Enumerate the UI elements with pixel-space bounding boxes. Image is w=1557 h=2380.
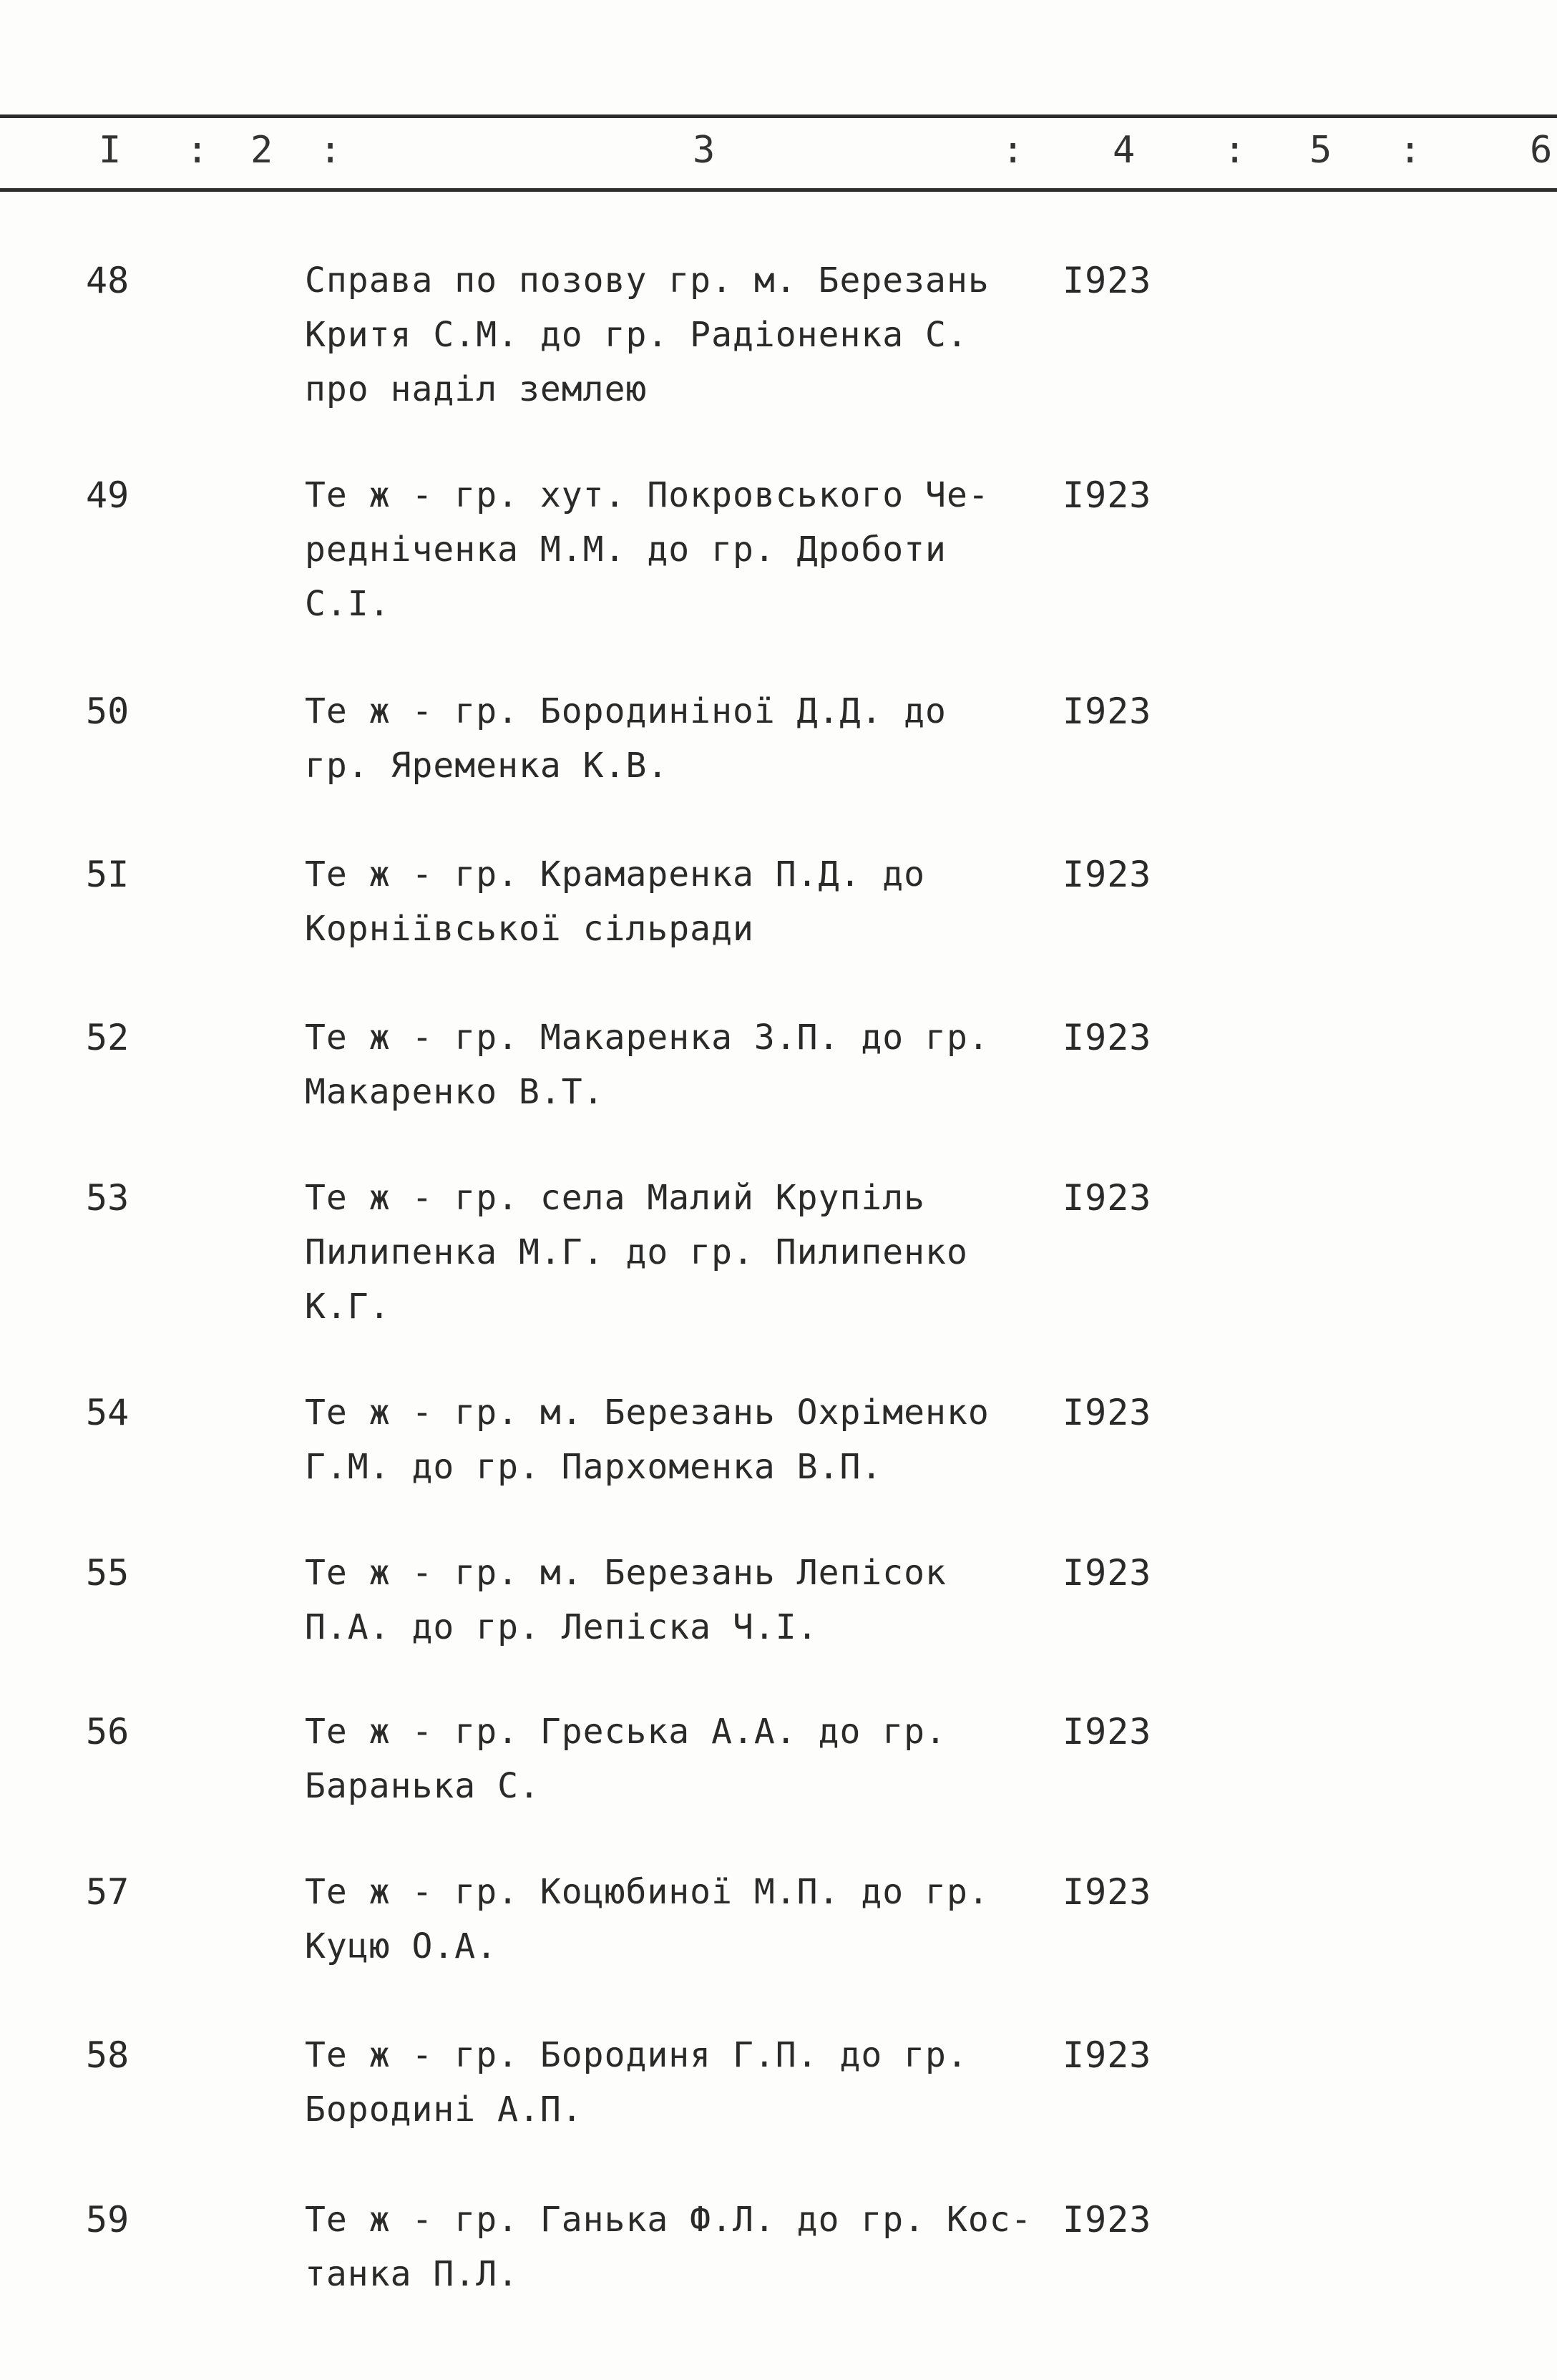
entry-number: 58: [86, 2034, 130, 2076]
entry-year: I923: [1063, 260, 1152, 301]
description-line: Те ж - гр. Бородиніної Д.Д. до: [305, 691, 947, 731]
description-line: Те ж - гр. Греська А.А. до гр.: [305, 1712, 947, 1752]
entry-year: I923: [1063, 1552, 1152, 1594]
description-line: гр. Яременка К.В.: [305, 746, 669, 786]
entry-description: [305, 1704, 1020, 1813]
column-separator: :: [186, 129, 209, 172]
column-header-5: 5: [1309, 129, 1332, 172]
description-line: редніченка М.М. до гр. Дроботи: [305, 530, 947, 570]
entry-description: [305, 2193, 1033, 2301]
entry-year: I923: [1063, 2199, 1152, 2240]
entry-year: I923: [1063, 1177, 1152, 1219]
entry-year: I923: [1063, 474, 1152, 516]
description-line: Те ж - гр. м. Березань Лепісок: [305, 1553, 947, 1593]
description-line: Те ж - гр. Крамаренка П.Д. до: [305, 854, 926, 894]
entry-description: [305, 253, 1020, 416]
entry-number: 49: [86, 474, 130, 516]
entry-number: 59: [86, 2199, 130, 2240]
description-line: Те ж - гр. Ганька Ф.Л. до гр. Кос-: [305, 2200, 1033, 2240]
entry-year: I923: [1063, 854, 1152, 895]
column-header-4: 4: [1113, 129, 1136, 172]
entry-number: 55: [86, 1552, 130, 1594]
entry-description: [305, 1385, 1020, 1494]
description-line: К.Г.: [305, 1287, 391, 1327]
description-line: Г.М. до гр. Пархоменка В.П.: [305, 1447, 883, 1487]
header-top-rule: [0, 114, 1557, 118]
entry-description: [305, 684, 1020, 793]
entry-description: [305, 1171, 1020, 1334]
entry-number: 57: [86, 1871, 130, 1913]
column-header-1: I: [99, 129, 122, 172]
description-line: Макаренко В.Т.: [305, 1072, 605, 1112]
column-header-2: 2: [250, 129, 273, 172]
description-line: Те ж - гр. Коцюбиної М.П. до гр.: [305, 1872, 990, 1912]
description-line: Те ж - гр. Бородиня Г.П. до гр.: [305, 2035, 968, 2075]
entry-description: [305, 468, 1020, 631]
entry-year: I923: [1063, 1392, 1152, 1433]
header-bottom-rule: [0, 188, 1557, 192]
description-line: Те ж - гр. хут. Покровського Че-: [305, 475, 990, 515]
column-separator: :: [1002, 129, 1025, 172]
entry-number: 52: [86, 1017, 130, 1058]
entry-description: [305, 847, 1020, 956]
column-header-3: 3: [693, 129, 716, 172]
entry-year: I923: [1063, 1017, 1152, 1058]
description-line: П.А. до гр. Лепіска Ч.І.: [305, 1607, 819, 1647]
description-line: Баранька С.: [305, 1766, 540, 1806]
description-line: Бородині А.П.: [305, 2089, 583, 2130]
description-line: Критя С.М. до гр. Радіоненка С.: [305, 315, 968, 355]
entry-year: I923: [1063, 2034, 1152, 2076]
column-separator: :: [319, 129, 342, 172]
entry-year: I923: [1063, 1871, 1152, 1913]
entry-number: 56: [86, 1711, 130, 1752]
description-line: про наділ землею: [305, 369, 648, 409]
entry-number: 50: [86, 691, 130, 732]
description-line: Куцю О.А.: [305, 1926, 498, 1966]
entry-number: 5I: [86, 854, 130, 895]
entry-number: 53: [86, 1177, 130, 1219]
entry-description: [305, 1546, 1020, 1654]
entry-description: [305, 2028, 1020, 2137]
entry-year: I923: [1063, 691, 1152, 732]
description-line: Пилипенка М.Г. до гр. Пилипенко: [305, 1232, 968, 1272]
description-line: Те ж - гр. м. Березань Охріменко: [305, 1393, 990, 1433]
entry-year: I923: [1063, 1711, 1152, 1752]
column-separator: :: [1224, 129, 1246, 172]
entry-number: 48: [86, 260, 130, 301]
description-line: Корніївської сільради: [305, 909, 754, 949]
entry-description: [305, 1010, 1020, 1119]
description-line: Те ж - гр. Макаренка З.П. до гр.: [305, 1018, 990, 1058]
entry-description: [305, 1865, 1020, 1974]
description-line: С.І.: [305, 584, 391, 624]
column-separator: :: [1399, 129, 1422, 172]
description-line: танка П.Л.: [305, 2254, 519, 2294]
description-line: Справа по позову гр. м. Березань: [305, 260, 990, 301]
entry-number: 54: [86, 1392, 130, 1433]
column-header-6: 6: [1530, 129, 1553, 172]
description-line: Те ж - гр. села Малий Крупіль: [305, 1178, 926, 1218]
